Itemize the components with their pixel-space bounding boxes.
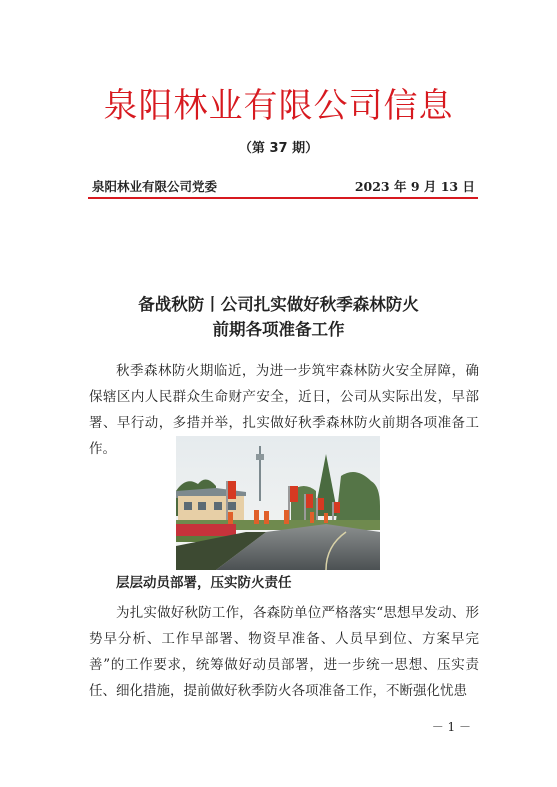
section-text: 为扎实做好秋防工作，各森防单位严格落实“思想早发动、形势早分析、工作早部署、物资早准备、人员早到位、方案早完善”的工作要求，统筹做好动员部署，进一步统一思想、压实责任、细化措施，提前做好秋季防火各项准备工作，不断强化忧患 [89, 605, 479, 699]
publisher: 泉阳林业有限公司党委 [92, 179, 218, 194]
article-photo [176, 436, 380, 570]
masthead-title: 泉阳林业有限公司信息 [103, 86, 454, 126]
red-divider [88, 197, 478, 199]
section-paragraph [89, 600, 479, 704]
publish-date: 2023 年 9 月 13 日 [354, 179, 475, 194]
section-heading: 层层动员部署，压实防火责任 [116, 575, 292, 591]
article-title-line1: 备战秋防丨公司扎实做好秋季森林防火 [138, 295, 419, 314]
page-number: － 1 － [431, 720, 471, 734]
issue-number: （第 37 期） [238, 141, 319, 156]
photo-forest-fire-prevention-team-icon [176, 436, 380, 570]
article-title-line2: 前期各项准备工作 [212, 320, 345, 339]
article-title [0, 292, 557, 342]
intro-text: 秋季森林防火期临近，为进一步筑牢森林防火安全屏障，确保辖区内人民群众生命财产安全，近日，公司从实际出发，早部署、早行动，多措并举，扎实做好秋季森林防火前期各项准备工作。 [89, 363, 479, 457]
